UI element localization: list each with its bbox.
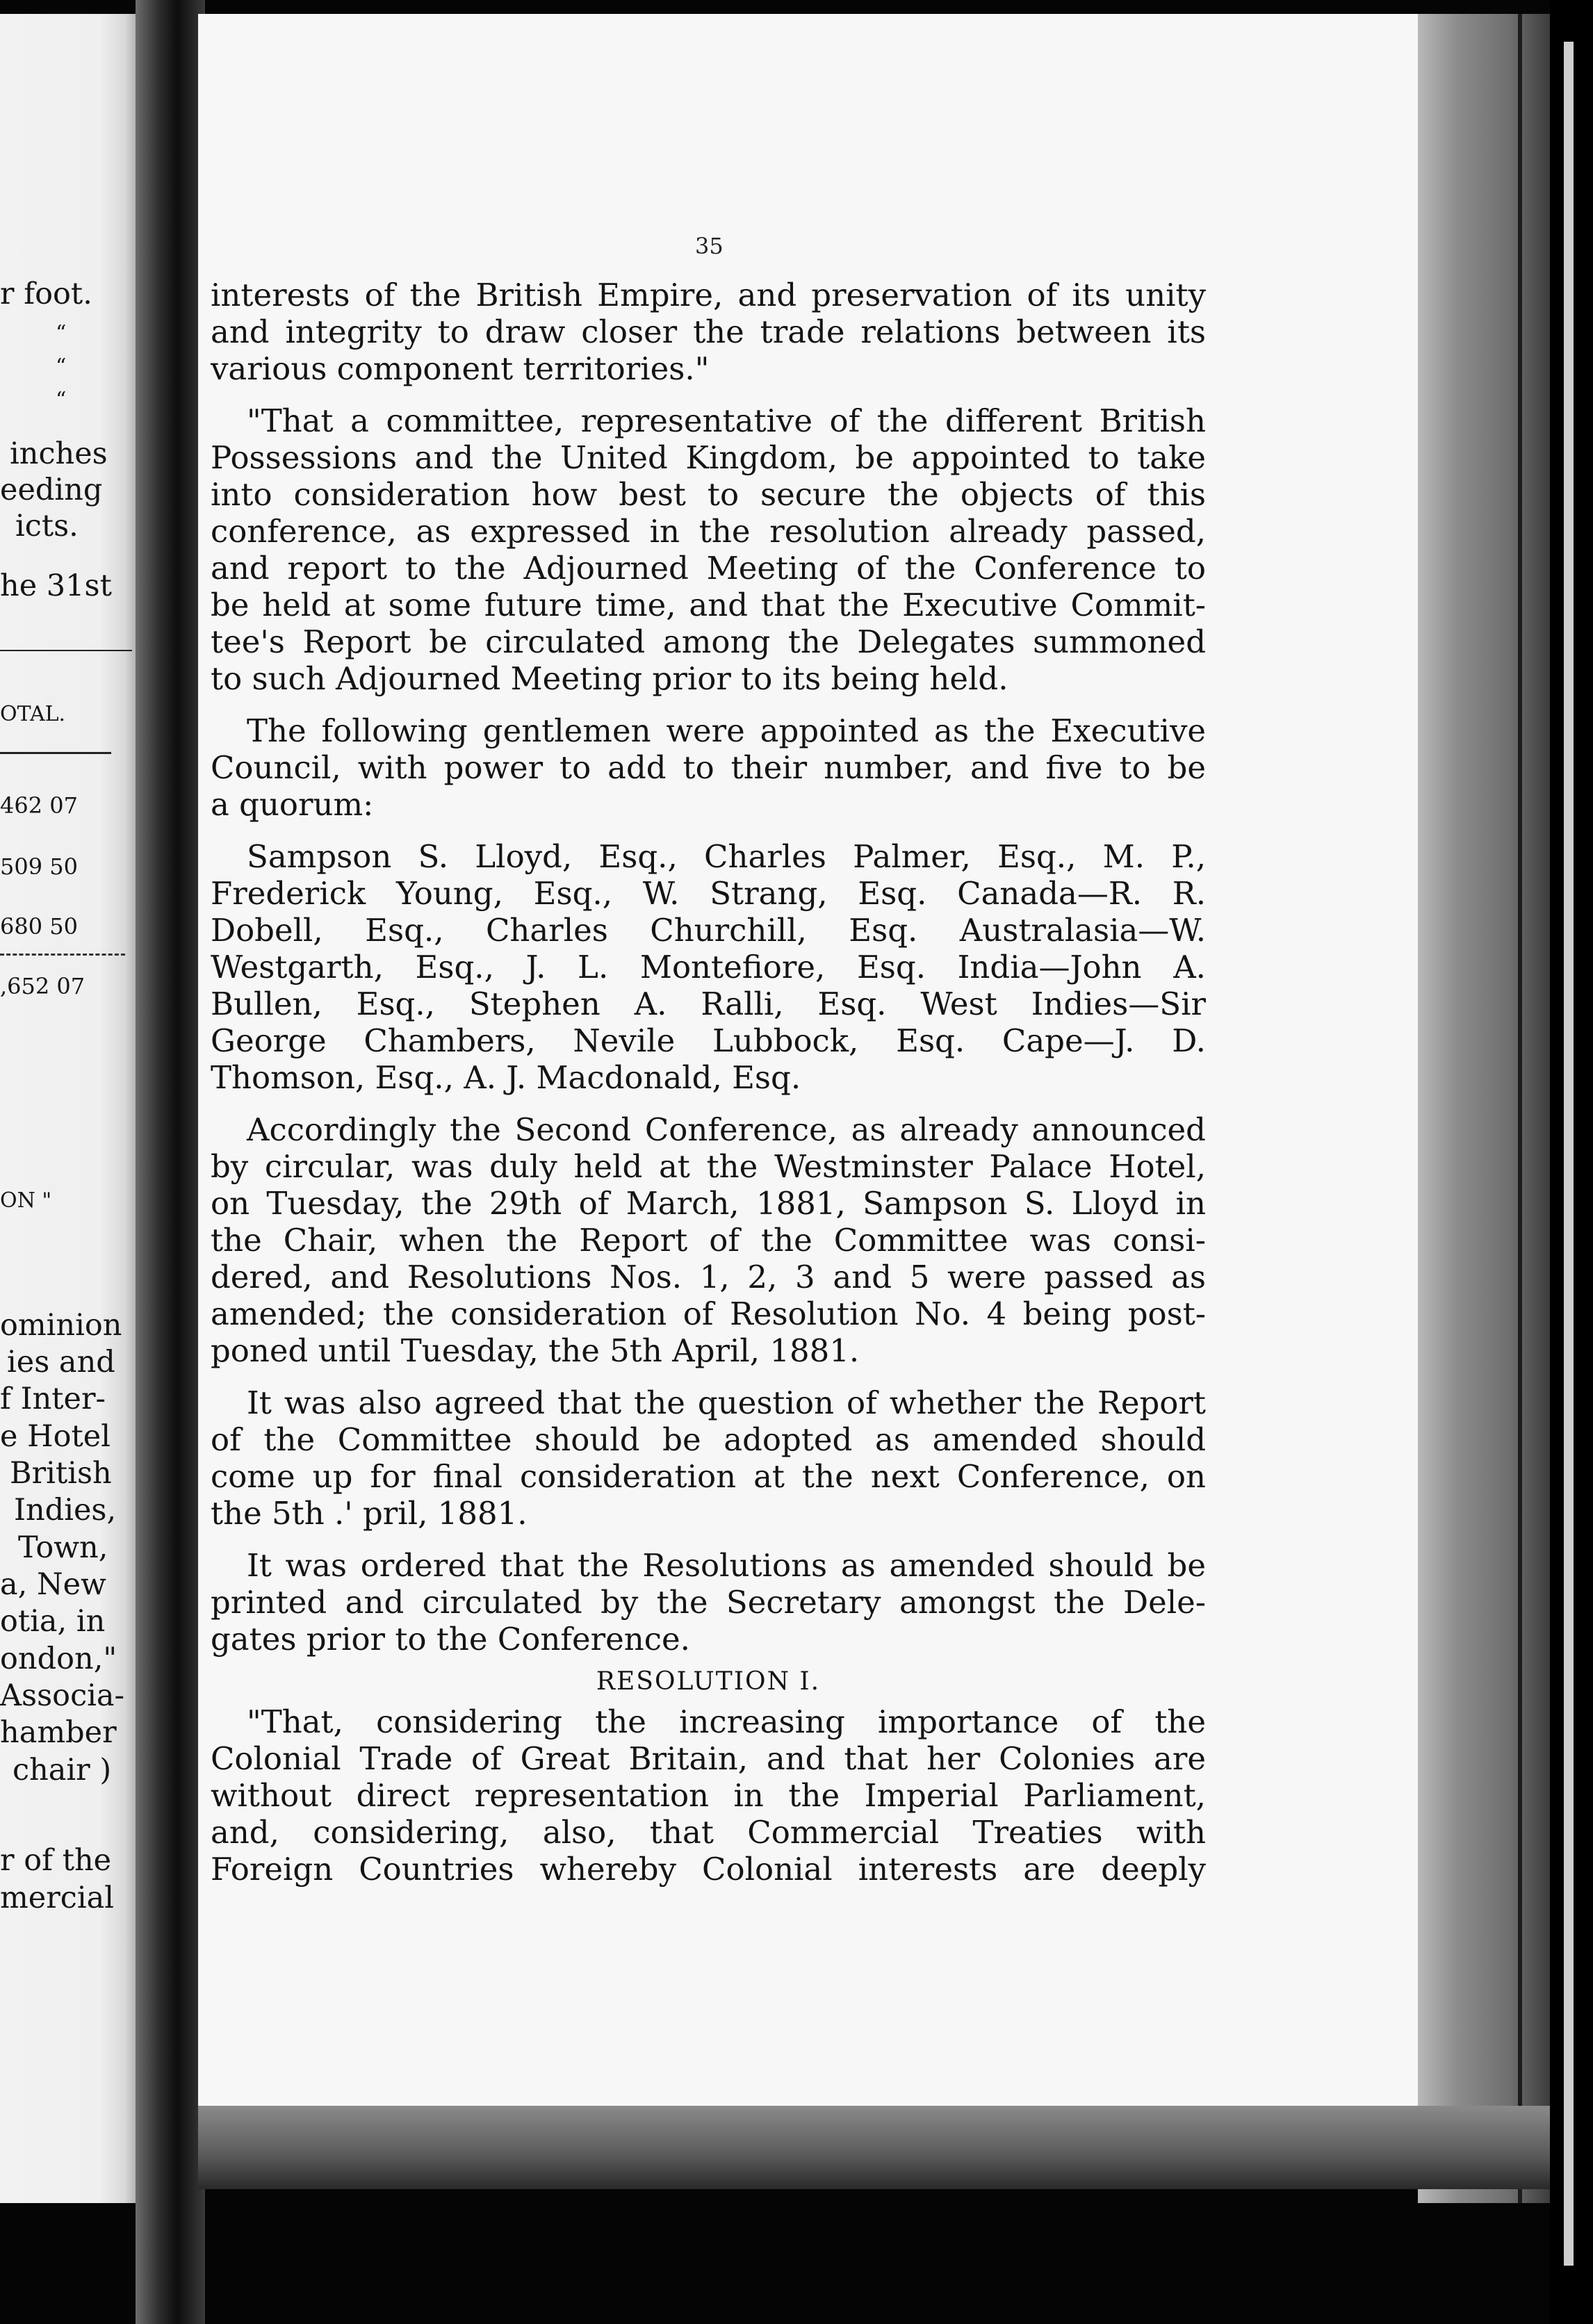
table-value: 680 50 — [0, 913, 78, 940]
paragraph — [211, 712, 1206, 823]
left-fragment-text: f Inter- — [0, 1382, 106, 1416]
paragraph — [211, 1384, 1206, 1532]
text-line: and report to the Adjourned Meeting of the Conference to — [211, 550, 1206, 587]
text-line: conference, as expressed in the resolution already passed, — [211, 513, 1206, 550]
text-line: poned until Tuesday, the 5th April, 1881. — [211, 1332, 860, 1369]
text-line: Accordingly the Second Conference, as already announced — [247, 1111, 1206, 1148]
left-fragment-text: Indies, — [14, 1493, 117, 1528]
left-fragment-text: Associa- — [0, 1678, 125, 1713]
text-line: It was also agreed that the question of whether the Report — [247, 1384, 1206, 1421]
previous-page-fragment — [0, 14, 142, 2203]
paragraph — [211, 1703, 1206, 1888]
text-line: Sampson S. Lloyd, Esq., Charles Palmer, Esq., M. P., — [247, 838, 1206, 875]
table-rule — [0, 650, 132, 651]
table-value: 462 07 — [0, 792, 78, 819]
table-value: 509 50 — [0, 853, 78, 880]
text-line: without direct representation in the Imperial Parliament, — [211, 1777, 1206, 1814]
resolution-heading: RESOLUTION I. — [596, 1667, 821, 1696]
text-line: amended; the consideration of Resolution No. 4 being post- — [211, 1295, 1206, 1332]
left-fragment-text: ies and — [7, 1345, 115, 1380]
text-line: "That a committee, representative of the different British — [247, 402, 1206, 439]
text-line: on Tuesday, the 29th of March, 1881, Sampson S. Lloyd in — [211, 1185, 1206, 1222]
paragraph — [211, 1111, 1206, 1369]
text-line: and, considering, also, that Commercial Treaties with — [211, 1814, 1206, 1851]
text-line: a quorum: — [211, 786, 374, 823]
text-line: printed and circulated by the Secretary amongst the Dele- — [211, 1584, 1206, 1621]
text-line: of the Committee should be adopted as amended should — [211, 1421, 1206, 1458]
table-header-fragment: OTAL. — [0, 702, 66, 726]
left-fragment-text: he 31st — [0, 568, 112, 603]
table-rule — [0, 954, 125, 956]
text-line: It was ordered that the Resolutions as amended should be — [247, 1547, 1206, 1584]
left-fragment-text: otia, in — [0, 1604, 106, 1639]
left-fragment-heading: ON " — [0, 1188, 52, 1213]
left-fragment-text: ominion — [0, 1308, 122, 1343]
paragraph — [211, 402, 1206, 697]
text-line: the Chair, when the Report of the Committee was consi- — [211, 1222, 1206, 1259]
table-value: ,652 07 — [0, 973, 85, 999]
text-line: interests of the British Empire, and preservation of its unity — [211, 277, 1206, 313]
text-line: the 5th .' pril, 1881. — [211, 1495, 528, 1532]
left-fragment-text: e Hotel — [0, 1419, 111, 1454]
page-edges-right — [1418, 14, 1550, 2203]
left-fragment-ditto: “ — [56, 354, 67, 379]
text-line: Thomson, Esq., A. J. Macdonald, Esq. — [211, 1059, 801, 1096]
page-edges-bottom — [198, 2106, 1550, 2189]
text-line: "That, considering the increasing importance of the — [247, 1703, 1206, 1740]
left-fragment-text: mercial — [0, 1881, 115, 1915]
text-line: come up for final consideration at the next Conference, on — [211, 1458, 1206, 1495]
main-text-block — [211, 277, 1206, 1888]
left-fragment-text: Town, — [18, 1530, 108, 1565]
text-line: The following gentlemen were appointed as the Executive — [247, 712, 1206, 749]
left-fragment-text: eeding — [0, 473, 103, 507]
text-line: various component territories." — [211, 350, 710, 387]
text-line: Frederick Young, Esq., W. Strang, Esq. Canada—R. R. — [211, 875, 1206, 912]
text-line: tee's Report be circulated among the Delegates summoned — [211, 623, 1206, 660]
left-fragment-text: British — [10, 1456, 112, 1491]
left-fragment-ditto: “ — [56, 321, 67, 345]
book-gutter — [136, 0, 205, 2324]
text-line: Westgarth, Esq., J. L. Montefiore, Esq. India—John A. — [211, 949, 1206, 985]
left-fragment-text: a, New — [0, 1567, 106, 1602]
text-line: Possessions and the United Kingdom, be appointed to take — [211, 439, 1206, 476]
text-line: dered, and Resolutions Nos. 1, 2, 3 and 5 were passed as — [211, 1259, 1206, 1295]
left-fragment-text: hamber — [0, 1715, 117, 1750]
text-line: George Chambers, Nevile Lubbock, Esq. Cape—J. D. — [211, 1022, 1206, 1059]
text-line: Colonial Trade of Great Britain, and that her Colonies are — [211, 1740, 1206, 1777]
text-line: Bullen, Esq., Stephen A. Ralli, Esq. West Indies—Sir — [211, 985, 1206, 1022]
paragraph — [211, 277, 1206, 387]
left-fragment-text: inches — [10, 436, 108, 471]
left-fragment-text: ondon," — [0, 1642, 117, 1676]
text-line: into consideration how best to secure the objects of this — [211, 476, 1206, 513]
left-fragment-text: r of the — [0, 1843, 112, 1878]
scan-border — [1550, 0, 1593, 2324]
left-fragment-text: icts. — [15, 509, 79, 543]
left-fragment-ditto: “ — [56, 388, 67, 412]
text-line: and integrity to draw closer the trade relations between its — [211, 313, 1206, 350]
text-line: be held at some future time, and that the Executive Commit- — [211, 587, 1206, 623]
left-fragment-text: r foot. — [0, 277, 92, 311]
page-number: 35 — [695, 233, 724, 259]
text-line: Foreign Countries whereby Colonial interests are deeply — [211, 1851, 1206, 1888]
text-line: to such Adjourned Meeting prior to its being held. — [211, 660, 1008, 697]
paragraph — [211, 1547, 1206, 1658]
text-line: gates prior to the Conference. — [211, 1621, 690, 1658]
paragraph — [211, 838, 1206, 1096]
text-line: by circular, was duly held at the Westminster Palace Hotel, — [211, 1148, 1206, 1185]
text-line: Dobell, Esq., Charles Churchill, Esq. Australasia—W. — [211, 912, 1206, 949]
left-fragment-text: chair ) — [13, 1753, 112, 1787]
text-line: Council, with power to add to their number, and five to be — [211, 749, 1206, 786]
table-rule — [0, 752, 111, 754]
